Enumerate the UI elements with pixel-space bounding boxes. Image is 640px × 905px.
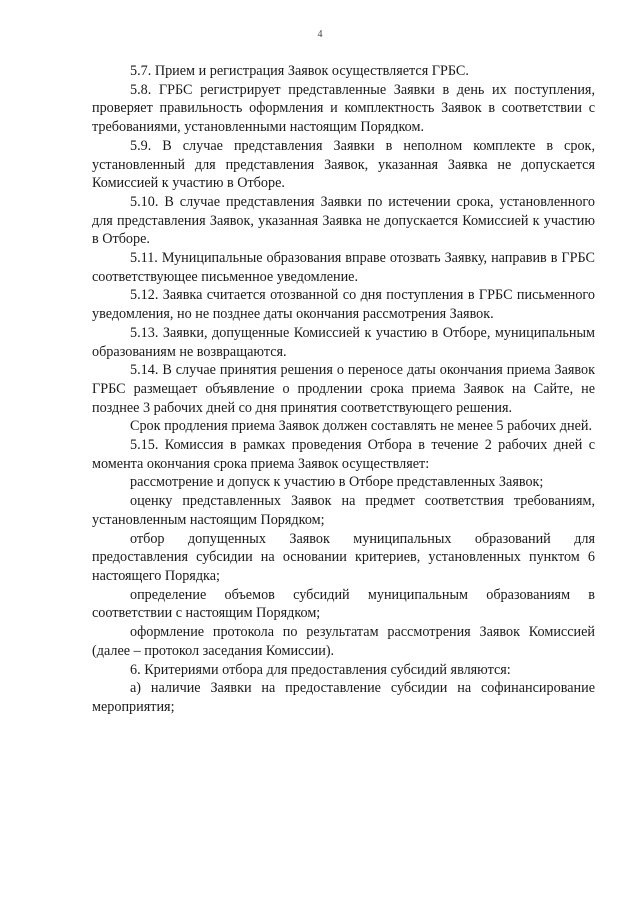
paragraph-6: 6. Критериями отбора для предоставления субсидий являются: xyxy=(130,661,511,678)
paragraph-5-7: 5.7. Прием и регистрация Заявок осуществляется ГРБС. xyxy=(130,63,469,79)
paragraph-5-12: 5.12. Заявка считается отозванной со дня поступления в ГРБС письменного уведомления, но не позднее даты окончания рассмотрения Заявок. xyxy=(92,287,595,323)
paragraph-5-15: 5.15. Комиссия в рамках проведения Отбора в течение 2 рабочих дней с момента окончания срока приема Заявок осуществляет: xyxy=(92,437,595,472)
paragraph-5-10: 5.10. В случае представления Заявки по истечении срока, установленного для представления Заявок, указанная Заявка не допускается Комиссией к участию в Отборе. xyxy=(92,193,595,248)
paragraph-5-15-item-1: рассмотрение и допуск к участию в Отборе представленных Заявок; xyxy=(130,474,544,491)
paragraph-extension-term: Срок продления приема Заявок должен составлять не менее 5 рабочих дней. xyxy=(130,418,593,435)
paragraph-5-13: 5.13. Заявки, допущенные Комиссией к участию в Отборе, муниципальным образованиям не возвращаются. xyxy=(92,324,595,360)
paragraph-5-15-item-4: определение объемов субсидий муниципальным образованиям в соответствии с настоящим Порядком; xyxy=(92,586,595,622)
paragraph-5-15-item-3: отбор допущенных Заявок муниципальных образований для предоставления субсидии на основании критериев, установленных пунктом 6 настоящего Порядка; xyxy=(92,530,595,584)
paragraph-5-15-item-2: оценку представленных Заявок на предмет соответствия требованиям, установленным настоящим Порядком; xyxy=(92,493,595,528)
paragraph-5-8: 5.8. ГРБС регистрирует представленные Заявки в день их поступления, проверяет правильность оформления и комплектность Заявок в соответствии с требованиями, установленными настоящим Порядком. xyxy=(92,81,595,136)
page-number: 4 xyxy=(317,29,323,40)
paragraph-5-11: 5.11. Муниципальные образования вправе отозвать Заявку, направив в ГРБС соответствующее письменное уведомление. xyxy=(92,250,595,285)
paragraph-6-a: а) наличие Заявки на предоставление субсидии на софинансирование мероприятия; xyxy=(92,680,595,715)
paragraph-5-14: 5.14. В случае принятия решения о переносе даты окончания приема Заявок ГРБС размещает объявление о продлении срока приема Заявок на Сайте, не позднее 3 рабочих дней со дня принятия соответствующего решения. xyxy=(92,362,595,416)
paragraph-5-15-item-5: оформление протокола по результатам рассмотрения Заявок Комиссией (далее – протокол заседания Комиссии). xyxy=(92,624,595,659)
document-body xyxy=(92,62,595,717)
paragraph-5-9: 5.9. В случае представления Заявки в неполном комплекте в срок, установленный для представления Заявок, указанная Заявка не допускается Комиссией к участию в Отборе. xyxy=(92,137,595,192)
